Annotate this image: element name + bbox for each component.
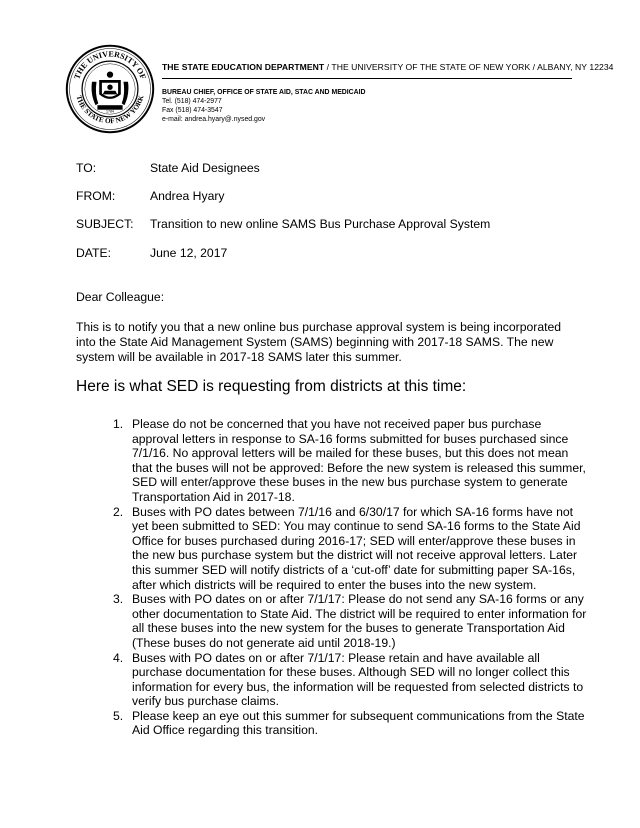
org-address: / THE UNIVERSITY OF THE STATE OF NEW YORK / ALBANY, NY 12234 xyxy=(324,62,614,72)
letterhead-contact xyxy=(162,88,366,124)
list-number: 3. xyxy=(113,592,124,607)
list-text: Please keep an eye out this summer for subsequent communications from the State Aid Office regarding this transition. xyxy=(132,708,585,738)
list-text: Please do not be concerned that you have not received paper bus purchase approval letters in response to SA-16 forms submitted for buses purchased since 7/1/16. No approval letters will be mailed for these buses, but this does not mean that the buses will not be approved: Before the new system is released this summer, SED will enter/approve these buses in the new bus purchase system to generate Transportation Aid in 2017-18. xyxy=(132,417,586,504)
list-item xyxy=(108,592,590,650)
list-number: 1. xyxy=(113,417,124,431)
sender-tel: Tel. (518) 474-2977 xyxy=(162,98,222,106)
sender-title: BUREAU CHIEF, OFFICE OF STATE AID, STAC AND MEDICAID xyxy=(162,89,366,96)
list-text: Buses with PO dates between 7/1/16 and 6/30/17 for which SA-16 forms have not yet been submitted to SED: You may continue to send SA-16 forms to the State Aid Office for buses purchased during 2016-17; SED will enter/approve these buses in the new bus purchase system but the district will not receive approval letters. Later this summer SED will notify districts of a ‘cut-off’ date for submitting paper SA-16s, after which districts will be required to enter the buses into the new system. xyxy=(132,504,581,592)
request-heading: Here is what SED is requesting from districts at this time: xyxy=(76,378,467,395)
letterhead-org xyxy=(162,62,614,72)
list-item xyxy=(108,709,590,738)
list-item xyxy=(108,651,590,709)
subject-value: Transition to new online SAMS Bus Purchase Approval System xyxy=(150,217,491,231)
list-number: 5. xyxy=(113,708,124,723)
request-list xyxy=(108,417,590,738)
sender-email: e-mail: andrea.hyary@.nysed.gov xyxy=(162,116,266,124)
svg-text:1784: 1784 xyxy=(106,109,114,114)
list-number: 4. xyxy=(113,650,124,665)
list-item xyxy=(108,505,590,593)
list-text: Buses with PO dates on or after 7/1/17: Please do not send any SA-16 forms or any other documentation to State Aid. The district will be required to enter information for all these buses into the new system for the buses to generate Transportation Aid (These buses do not generate aid until 2018-19.) xyxy=(132,592,587,650)
to-label: TO: xyxy=(76,161,97,175)
seal-text-top: THE UNIVERSITY OF xyxy=(72,49,148,81)
list-item xyxy=(108,417,590,505)
seal-text-bottom: THE STATE OF NEW YORK xyxy=(74,94,146,126)
list-text: Buses with PO dates on or after 7/1/17: Please retain and have available all purchase documentation for these buses. Although SED will no longer collect this information for every bus, the information will be requested from selected districts to verify bus purchase claims. xyxy=(132,650,584,709)
org-name: THE STATE EDUCATION DEPARTMENT xyxy=(162,62,325,72)
from-label: FROM: xyxy=(76,189,116,203)
sender-fax: Fax (518) 474-3547 xyxy=(162,107,223,115)
subject-label: SUBJECT: xyxy=(76,217,134,231)
from-value: Andrea Hyary xyxy=(150,189,225,203)
to-value: State Aid Designees xyxy=(150,161,260,175)
date-label: DATE: xyxy=(76,246,111,260)
list-number: 2. xyxy=(113,504,124,519)
letterhead-rule xyxy=(162,78,572,79)
date-value: June 12, 2017 xyxy=(150,246,228,260)
intro-paragraph: This is to notify you that a new online bus purchase approval system is being incorporated into the State Aid Management System (SAMS) beginning with 2017-18 SAMS. The new system will be available in 2017-18 SAMS later this summer. xyxy=(76,320,562,364)
nys-education-seal xyxy=(65,44,155,134)
greeting: Dear Colleague: xyxy=(76,290,165,304)
